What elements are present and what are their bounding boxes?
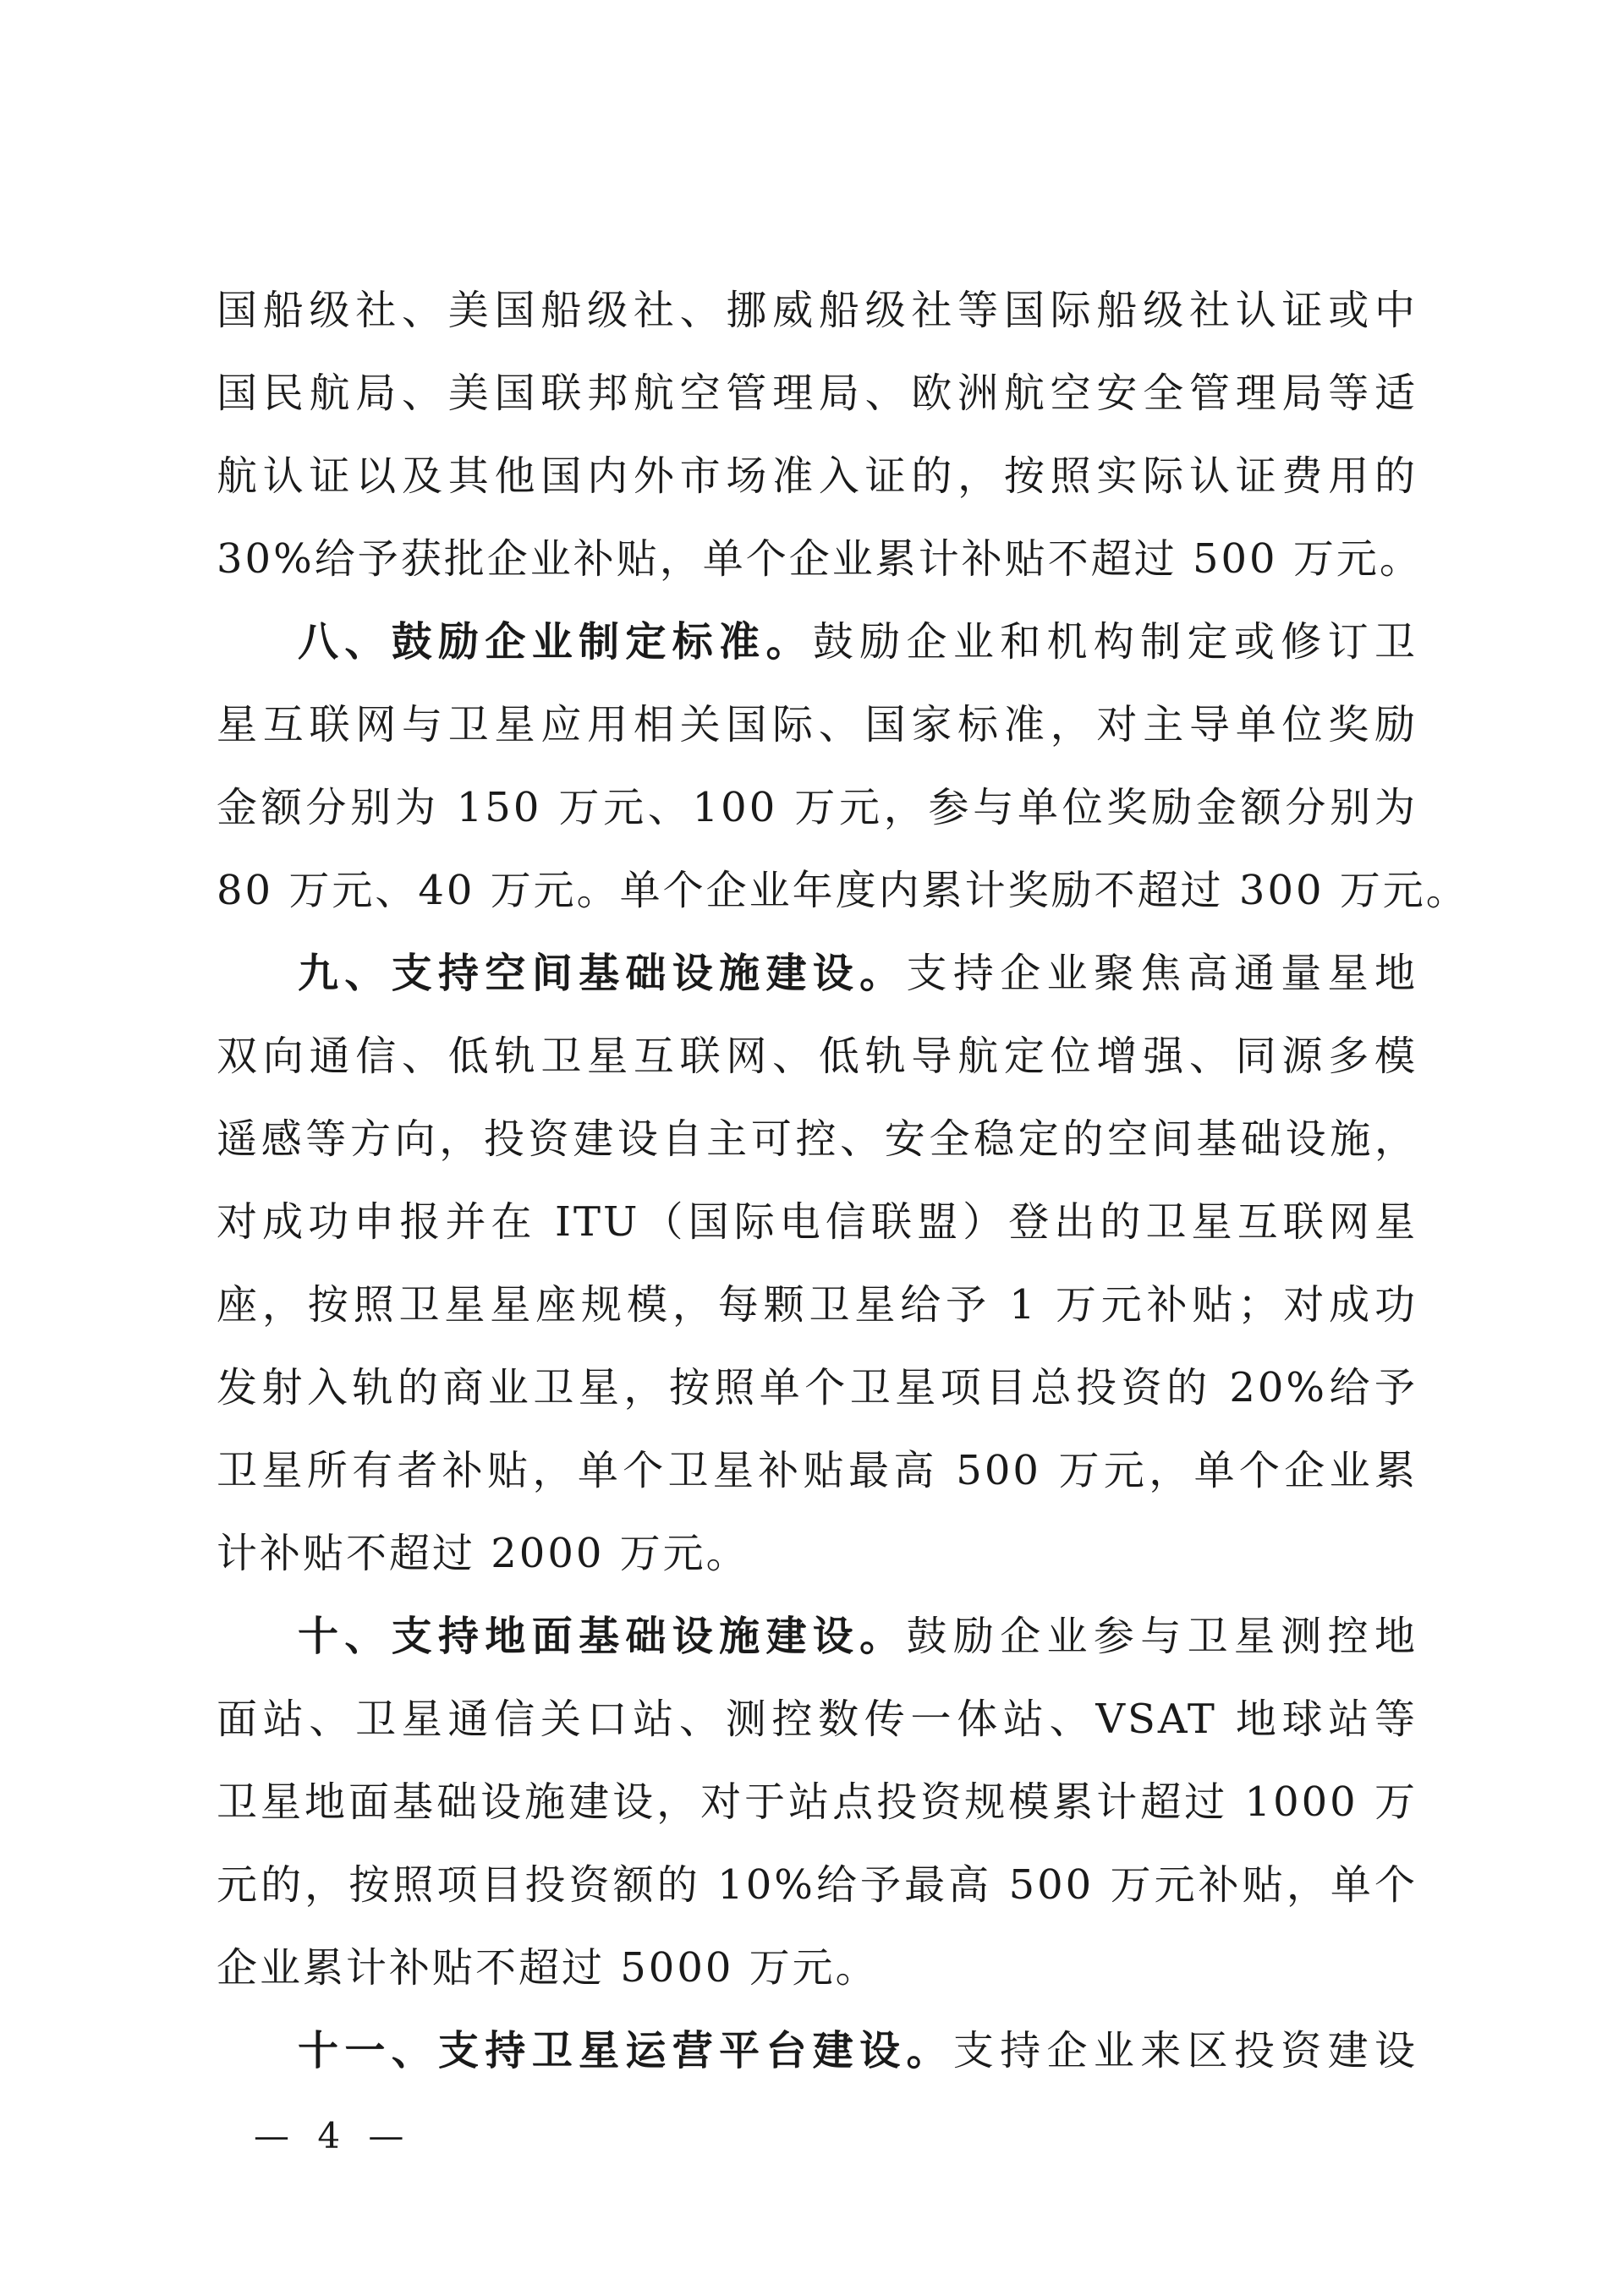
text-line: 80 万元、40 万元。单个企业年度内累计奖励不超过 300 万元。 [217,867,1469,914]
page-number: — 4 — [254,2115,413,2156]
section-9-heading: 九、支持空间基础设施建设。 [298,950,907,997]
text-line: 30%给予获批企业补贴，单个企业累计补贴不超过 500 万元。 [217,535,1423,583]
section-9-text: 支持企业聚焦高通量星地 [906,950,1418,997]
section-11-text: 支持企业来区投资建设 [952,2027,1418,2074]
section-11-first-line [217,2009,1418,2092]
text-line: 金额分别为 150 万元、100 万元，参与单位奖励金额分别为 [217,784,1418,831]
text-line: 座，按照卫星星座规模，每颗卫星给予 1 万元补贴；对成功 [217,1281,1418,1329]
text-line: 双向通信、低轨卫星互联网、低轨导航定位增强、同源多模 [217,1033,1418,1080]
text-line: 卫星地面基础设施建设，对于站点投资规模累计超过 1000 万 [217,1778,1418,1826]
text-line: 遥感等方向，投资建设自主可控、安全稳定的空间基础设施， [217,1115,1418,1163]
section-11-heading: 十一、支持卫星运营平台建设。 [298,2027,953,2074]
text-line: 国民航局、美国联邦航空管理局、欧洲航空安全管理局等适 [217,370,1418,417]
text-line: 国船级社、美国船级社、挪威船级社等国际船级社认证或中 [217,287,1418,334]
section-10-first-line [217,1595,1418,1678]
text-line: 对成功申报并在 ITU（国际电信联盟）登出的卫星互联网星 [217,1198,1418,1246]
text-line: 卫星所有者补贴，单个卫星补贴最高 500 万元，单个企业累 [217,1447,1418,1494]
section-8-heading: 八、鼓励企业制定标准。 [298,618,813,666]
document-body [217,269,1469,2092]
text-line: 计补贴不超过 2000 万元。 [217,1530,749,1577]
text-line: 企业累计补贴不超过 5000 万元。 [217,1944,879,1992]
text-line: 发射入轨的商业卫星，按照单个卫星项目总投资的 20%给予 [217,1364,1418,1411]
text-line: 元的，按照项目投资额的 10%给予最高 500 万元补贴，单个 [217,1861,1418,1909]
section-10-heading: 十、支持地面基础设施建设。 [298,1613,907,1660]
section-10-text: 鼓励企业参与卫星测控地 [906,1613,1418,1660]
text-line: 航认证以及其他国内外市场准入证的，按照实际认证费用的 [217,452,1418,500]
section-8-first-line [217,600,1418,683]
text-line: 星互联网与卫星应用相关国际、国家标准，对主导单位奖励 [217,701,1418,748]
section-8-text: 鼓励企业和机构制定或修订卫 [812,618,1418,666]
text-line: 面站、卫星通信关口站、测控数传一体站、VSAT 地球站等 [217,1696,1418,1743]
section-9-first-line [217,932,1418,1015]
